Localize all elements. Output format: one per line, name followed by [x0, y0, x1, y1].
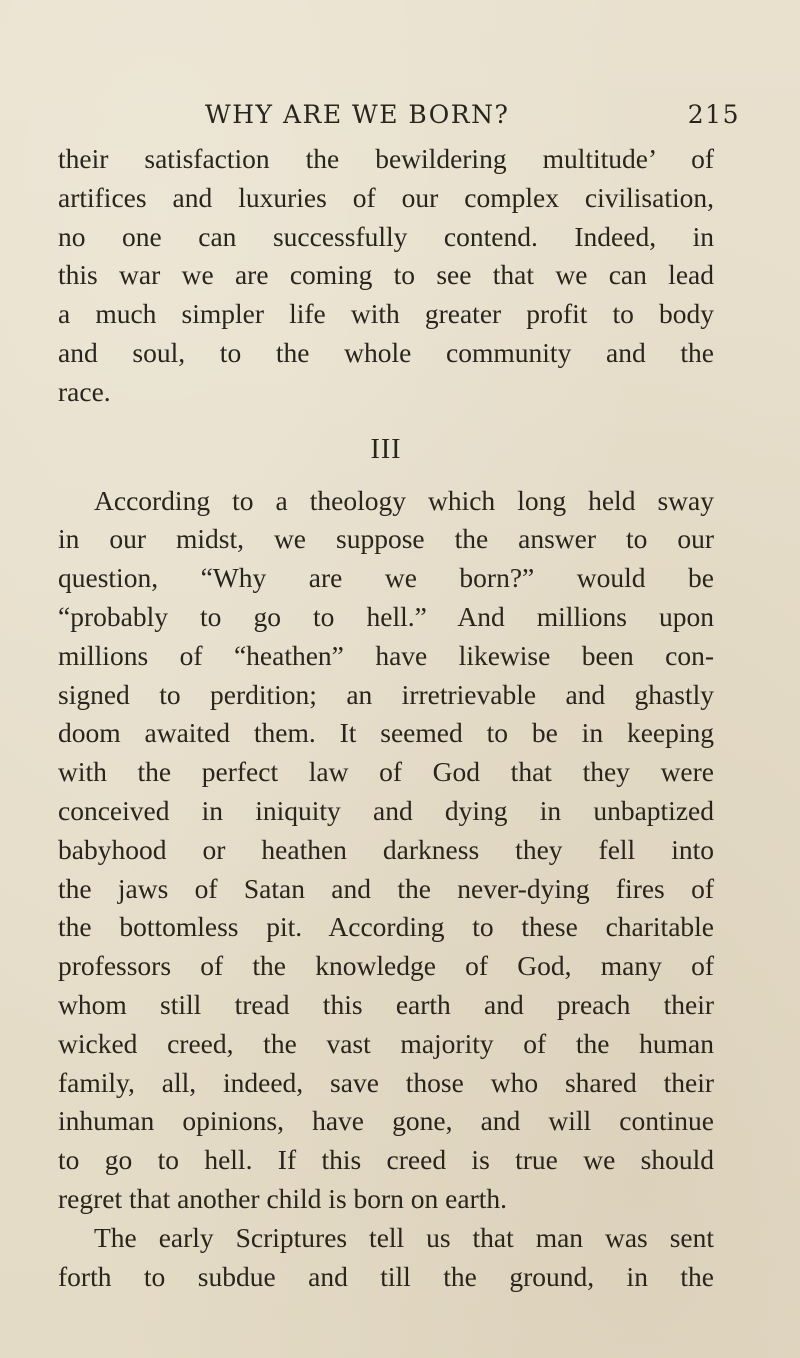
text-line: According to a theology which long held sway: [94, 484, 714, 516]
text-line: inhuman opinions, have gone, and will continue: [58, 1105, 714, 1137]
text-line: with the perfect law of God that they were: [58, 756, 714, 788]
text-line: forth to subdue and till the ground, in the: [58, 1260, 714, 1292]
text-line: whom still tread this earth and preach their: [58, 988, 714, 1020]
running-title: WHY ARE WE BORN?: [205, 100, 510, 129]
text-line: in our midst, we suppose the answer to our: [58, 523, 714, 555]
text-line: race.: [58, 375, 111, 407]
text-line: this war we are coming to see that we can lead: [58, 259, 714, 291]
text-line: regret that another child is born on earth.: [58, 1182, 508, 1214]
text-line: no one can successfully contend. Indeed, in: [58, 220, 714, 252]
text-line: babyhood or heathen darkness they fell into: [58, 833, 714, 865]
running-head: [205, 100, 740, 136]
text-line: question, “Why are we born?” would be: [58, 562, 714, 594]
text-line: doom awaited them. It seemed to be in keeping: [58, 717, 714, 749]
text-line: conceived in iniquity and dying in unbaptized: [58, 794, 714, 826]
page-number: 215: [687, 100, 740, 129]
text-line: to go to hell. If this creed is true we should: [58, 1144, 714, 1176]
body-text: [58, 140, 714, 1296]
text-line: The early Scriptures tell us that man was sent: [94, 1221, 714, 1253]
text-line: professors of the knowledge of God, many of: [58, 950, 714, 982]
text-line: “probably to go to hell.” And millions upon: [58, 600, 714, 632]
text-line: the bottomless pit. According to these charitable: [58, 911, 714, 943]
text-line: signed to perdition; an irretrievable and ghastly: [58, 678, 714, 710]
text-line: millions of “heathen” have likewise been con-: [58, 639, 714, 671]
text-line: their satisfaction the bewildering multitude’ of: [58, 143, 714, 174]
text-line: family, all, indeed, save those who shared their: [58, 1066, 714, 1098]
paragraph-theology: [58, 482, 714, 1219]
text-line: a much simpler life with greater profit to body: [58, 298, 714, 330]
section-heading: III: [370, 433, 402, 465]
text-line: the jaws of Satan and the never-dying fires of: [58, 872, 714, 904]
paragraph-continued: [58, 140, 714, 412]
text-line: wicked creed, the vast majority of the human: [58, 1027, 714, 1059]
text-line: and soul, to the whole community and the: [58, 336, 714, 368]
paragraph-scriptures: [58, 1219, 714, 1297]
text-line: artifices and luxuries of our complex civilisation,: [58, 181, 714, 213]
